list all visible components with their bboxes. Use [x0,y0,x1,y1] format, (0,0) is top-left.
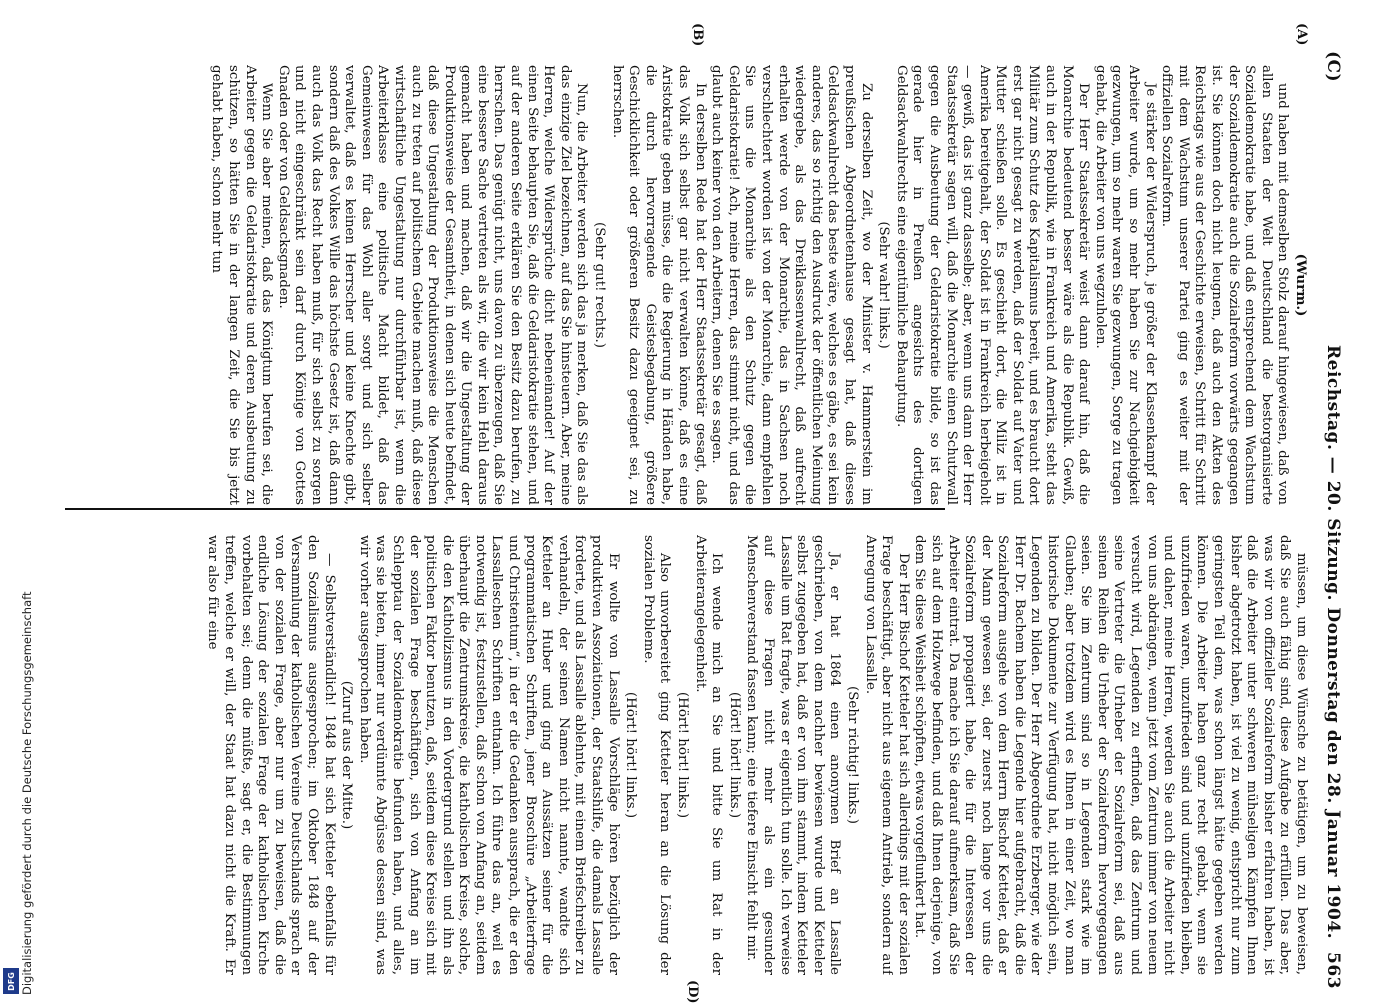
paragraph: Nun, die Arbeiter werden sich das ja merken, daß Sie das als das einzige Ziel bezeichnen, auf das Sie hinsteuern. Aber, meine Herren, welche Widersprüche dicht nebeneinander! Auf der einen Seite behaupten Sie, daß die Geldaristokratie stehen, und auf der anderen Seite erklären Sie den Besitz dazu berufen, zu herrschen. Das genügt nicht, uns davon zu überzeugen, daß Sie eine bessere Sache vertreten als wir, die wir kein Hehl daraus gemacht haben und machen, daß wir die Ungestaltung der Produktionsweise der Gesamtheit, in denen sich heute befindet, daß diese Ungestaltung der Produktionsweise die Menschen auch zu treten auf politischem Gebiete machen muß, daß diese wirtschaftliche Ungestaltung nur durchführbar ist, wenn die Arbeiterklasse eine politische Macht bildet, daß das Gemeinwesen für das Wohl aller sorgt und sich selber verwaltet, daß es keinen Herrscher und keine Knechte gibt, sondern daß des Volkes Wille das höchste Gesetz ist, daß dann auch das Volk das Recht haben muß, für sich selbst zu sorgen und nicht eingeschränkt sein darf durch Könige von Gottes Gnaden oder von Geldsacksgnaden. [275,65,590,505]
remark: (Sehr richtig! links.) [844,686,860,824]
paragraph: Wenn Sie aber meinen, daß das Königtum berufen sei, die Arbeiter gegen die Geldaristokratie und deren Ausbeutung zu schützen, so hätten Sie in der langen Zeit, die Sie bis jetzt gehabt haben, schon mehr tun [209,65,275,505]
page-number: 563 [1323,952,1343,989]
remark: (Sehr wahr! links.) [876,221,892,349]
paragraph: Der Herr Bischof Ketteler hat sich allerdings mit der sozialen Frage beschäftigt, aber nicht aus eigenem Antrieb, sondern auf Anregung von Lassalle. [862,535,911,975]
paragraph: Ich wende mich an Sie und bitte Sie um Rat in der Arbeiterangelegenheit. [692,535,725,975]
paragraph: Er wollte von Lassalle Vorschläge hören bezüglich der produktiven Assoziationen, der Staatshilfe, die damals Lassalle forderte, und als Lassalle ablehnte, mit einem Briefschreiber zu verhandeln, der seinen Namen nicht nannte, wandte sich Ketteler an Huber und ging an Aussätzen seiner für die programmatischen Schriften, jener Broschüre „Arbeiterfrage und Christentum“, in der er die Gedanken aussprach, die er den Lassalleschen Schriften entnahm. Ich führe das an, weil es notwendig ist, festzustellen, daß schon von Anfang an, seitdem überhaupt die Zentrumskreise, die katholischen Kreise, solche, die den Katholizismus in den Vordergrund stellen und ihn als politischen Faktor benutzen, daß, seitdem diese Kreise sich mit der sozialen Frage beschäftigen, sich von Anfang an im Schlepptau der Sozialdemokratie befunden haben, und alles, was sie bieten, immer nur verdünnte Abgüsse dessen sind, was wir vorher ausgesprochen haben. [356,535,621,975]
paragraph: Ja, er hat 1864 einen anonymen Brief an Lassalle geschrieben, von dem nachher bewiesen wurde und Ketteler selbst zugegeben hat, daß er von ihm stammt, indem Ketteler Lassalle um Rat fragte, was er eigentlich tun solle. Ich verweise auf diese Fragen nicht mehr als ein gesunder Menschenverstand fassen kann; eine tiefere Einsicht fehlt mir. [744,535,843,975]
dfg-logo [3,968,19,994]
paragraph: In derselben Rede hat der Herr Staatssekretär gesagt, daß das Volk sich selbst gar nicht verwalten könne, daß es eine Aristokratie geben müsse, die die Regierung in Händen habe, die durch hervorragende Geistesbegabung, größere Geschicklichkeit oder größeren Besitz dazu geeignet sei, zu herrschen. [609,65,708,505]
footer-strip [0,0,22,1000]
paragraph: Also unvorbereitet ging Ketteler heran an die Lösung der sozialen Probleme. [640,535,673,975]
page-header [1317,45,1345,995]
remark: (Hört! hört! links.) [623,691,639,819]
running-title: Reichstag. — 20. Sitzung. Donnerstag den 28. Januar 1904. [1323,345,1343,940]
margin-marker-b: (B) [690,23,705,47]
paragraph: und haben mit demselben Stolz darauf hingewiesen, daß von allen Staaten der Welt Deutschland die bestorganisierte Sozialdemokratie habe, und daß entsprechend dem Wachstum der Sozialdemokratie auch die Sozialreform vorwärts gegangen ist. Sie können doch nicht leugnen, daß auch den Akten des Reichstags wie aus der Geschichte erweisen, Schritt für Schritt mit dem Wachstum unserer Partei ging es weiter mit der offiziellen Sozialreform. [1159,65,1291,505]
left-column [59,65,1309,505]
paragraph: Zu derselben Zeit, wo der Minister v. Hammerstein im preußischen Abgeordnetenhause gesagt hat, daß dieses Geldsackwahlrecht das beste wäre, welches es gäbe, es sei kein anderes, das so richtig den Ausdruck der öffentlichen Meinung wiedergebe, als das Dreiklassenwahlrecht, daß aufrecht erhalten werde von der Monarchie, das in Sachsen noch verschlechtert worden ist von der Monarchie, dann empfehlen Sie uns die Monarchie als den Schutz gegen die Geldaristokratie! Ach, meine Herren, das stimmt nicht, und das glaubt auch keiner von den Arbeitern, denen Sie es sagen. [709,65,874,505]
digitization-credit: Digitalisierung gefördert durch die Deutsche Forschungsgemeinschaft [20,591,34,995]
paragraph: müssen, um diese Wünsche zu betätigen, um zu beweisen, daß Sie auch fähig sind, diese Aufgabe zu erfüllen. Das aber, was wir von offizieller Sozialreform bisher erfahren haben, ist daß die Arbeiter unter schweren mühseligen Kämpfen Ihnen bisher abgetrotzt haben, ist viel zu wenig, entspricht nur zum geringsten Teil dem, was schon längst hätte gegeben werden können. Die Arbeiter haben ganz recht gehabt, wenn sie unzufrieden waren, unzufrieden sind und unzufrieden bleiben, und daher, meine Herren, werden Sie auch die Arbeiter nicht von uns abdrängen, wenn jetzt vom Zentrum immer von neuem versucht wird, Legenden zu erfinden, daß das Zentrum und seine Vertreter die Urheber der Sozialreform sei, daß aus seinen Reihen die Urheber der Sozialreform hervorgegangen seien. Sie im Zentrum sind so in Legenden stark wie im Glauben; aber trotzdem wird es Ihnen in einer Zeit, wo man historische Dokumente zur Verfügung hat, nicht möglich sein, Legenden zu bilden. Der Herr Abgeordnete Erzberger, wie der Herr Dr. Bachem haben die Legende hier aufgebracht, daß die Sozialreform ausgehe von dem Herrn Bischof Ketteler, daß er der Mann gewesen sei, der zuerst noch lange vor uns die Sozialreform propagiert habe, die für die Interessen der Arbeiter eintrat. Da mache ich Sie darauf aufmerksam, daß Sie sich auf dem Holzwege befinden, und daß Ihnen derjenige, von dem Sie diese Weisheit schöpften, etwas vorgeflunkert hat. [912,535,1309,975]
rotated-page [55,23,1345,1004]
paragraph: Der Herr Staatssekretär weist dann darauf hin, daß die Monarchie bedeutend besser wäre als die Republik. Gewiß, auch in der Republik, wie in Frankreich und Amerika, steht das Militär zum Schutz des Kapitalismus bereit, und es braucht dort erst gar nicht gesagt zu werden, daß der Soldat auf Vater und Mutter schießen solle. Es geschieht dort, die Miliz ist in Amerika bereitgehalt, der Soldat ist in Frankreich herbeigeholt — gewiß, das ist ganz dasselbe; aber, wenn uns dann der Herr Staatssekretär sagen will, daß die Monarchie einen Schutzwall gegen die Ausbeutung der Geldaristokratie bilde, so ist das gerade hier in Preußen angesichts des dortigen Geldsackwahlrechts eine eigentümliche Behauptung. [893,65,1092,505]
paragraph: Je stärker der Widerspruch, je größer der Klassenkampf der Arbeiter wurde, um so mehr haben Sie zur Nachgiebigkeit gezwungen, um so mehr waren Sie gezwungen, Sorge zu tragen gehabt, die Arbeiter von uns wegzuholen. [1092,65,1158,505]
dfg-logo-text: DFG [6,971,16,991]
remark: (Sehr gut! rechts.) [592,221,608,348]
margin-marker-d: (D) [685,980,700,1004]
remark: (Hört! hört! links.) [675,691,691,819]
remark: (Zuruf aus der Mitte.) [339,680,355,830]
remark: (Hört! hört! links.) [726,691,742,819]
speaker-name: (Wurm.) [1293,253,1309,317]
column-divider [65,508,945,510]
right-column [59,535,1309,975]
margin-marker-a: (A) [1294,23,1309,46]
paragraph: — Selbstverständlich! 1848 hat sich Ketteler ebenfalls für den Sozialismus ausgesprochen; im Oktober 1848 auf der Versammlung der katholischen Vereine Deutschlands sprach er von der sozialen Frage, aber nur um zu beweisen, daß die endliche Lösung der sozialen Frage der katholischen Kirche vorbehalten sei; denn die müßte, sagt er, die Bestimmungen treffen, welche er will, der Staat hat dazu nicht die Kraft. Er war also für eine [205,535,337,975]
margin-marker-c-header: (C) [1323,51,1343,83]
